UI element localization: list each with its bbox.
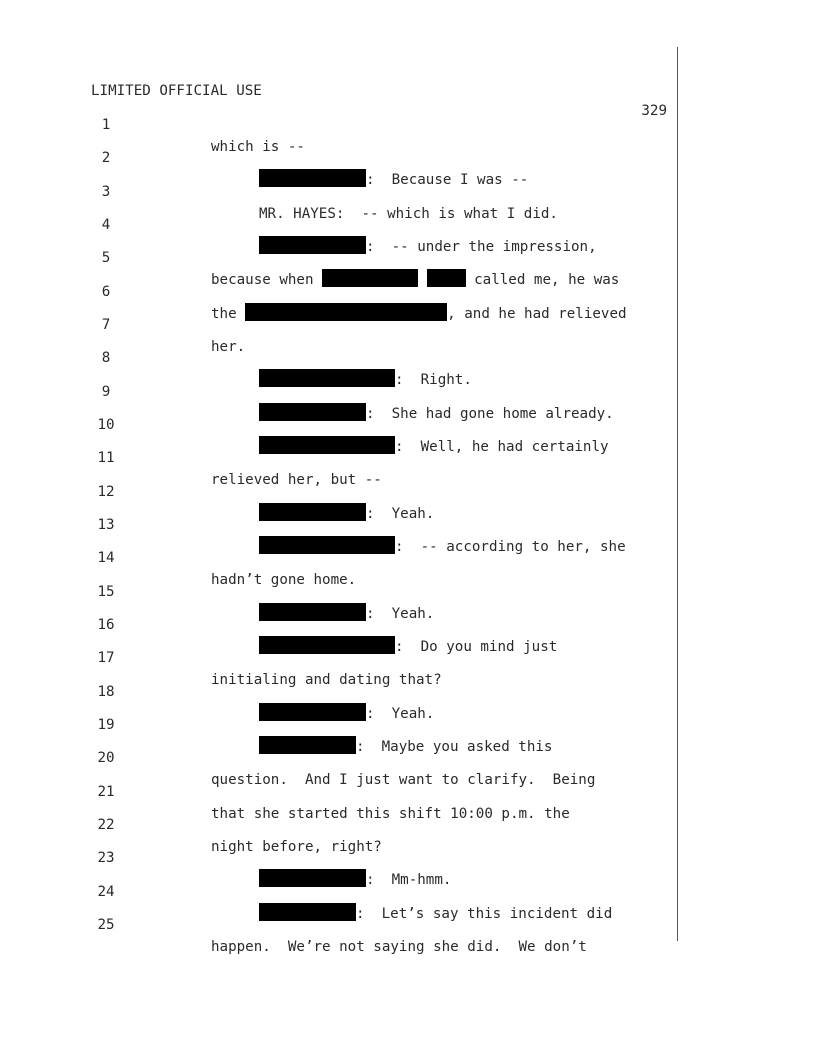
line-text-segment: happen. We’re not saying she did. We don’t <box>211 939 587 955</box>
line-text-segment: : Let’s say this incident did <box>356 906 613 922</box>
page-number: 329 <box>641 103 667 119</box>
line-text-segment: night before, right? <box>211 839 382 855</box>
line-text-segment: called me, he was <box>465 272 620 288</box>
line-text-segment: : -- according to her, she <box>395 539 626 555</box>
transcript-line <box>0 692 676 755</box>
line-number: 20 <box>97 750 115 766</box>
transcript-line <box>0 892 676 955</box>
transcript-line <box>0 325 676 388</box>
transcript-line <box>0 592 676 655</box>
transcript-line <box>0 425 676 488</box>
transcript-line <box>0 492 676 555</box>
line-number: 24 <box>97 884 115 900</box>
line-number: 15 <box>97 584 115 600</box>
line-text-segment: : Yeah. <box>366 706 435 722</box>
line-number: 4 <box>101 217 111 233</box>
line-text-segment: hadn’t gone home. <box>211 572 357 588</box>
line-text-segment: that she started this shift 10:00 p.m. the <box>211 806 570 822</box>
line-text-segment: : Maybe you asked this <box>356 739 553 755</box>
transcript-line <box>0 159 676 222</box>
line-text-segment: the <box>211 306 246 322</box>
line-text <box>211 936 587 958</box>
line-text-segment: her. <box>211 339 246 355</box>
line-number: 13 <box>97 517 115 533</box>
line-text-segment: because when <box>211 272 323 288</box>
transcript-line <box>0 359 676 422</box>
transcript-line <box>0 759 676 822</box>
line-text-segment: : Yeah. <box>366 506 435 522</box>
line-number: 19 <box>97 717 115 733</box>
page-header <box>91 61 667 119</box>
transcript-line <box>0 559 676 622</box>
line-text-segment: : Yeah. <box>366 606 435 622</box>
line-text-segment: which is -- <box>211 139 305 155</box>
line-number: 5 <box>101 250 111 266</box>
line-number: 22 <box>97 817 115 833</box>
line-text-segment: : She had gone home already. <box>366 406 614 422</box>
transcript-line <box>0 625 676 688</box>
line-text-segment: MR. HAYES: -- which is what I did. <box>259 206 558 222</box>
transcript-line <box>0 725 676 788</box>
transcript-line <box>0 392 676 455</box>
transcript-line <box>0 225 676 288</box>
line-number: 7 <box>101 317 111 333</box>
transcript-line <box>0 792 676 855</box>
line-text-segment: : Mm-hmm. <box>366 872 452 888</box>
transcript-line <box>0 525 676 588</box>
line-text-segment: : -- under the impression, <box>366 239 597 255</box>
line-number: 16 <box>97 617 115 633</box>
transcript-line <box>0 659 676 722</box>
line-number: 8 <box>101 350 111 366</box>
line-text-segment: , and he had relieved <box>447 306 627 322</box>
classification-marking: LIMITED OFFICIAL USE <box>91 83 262 99</box>
line-number: 6 <box>101 284 111 300</box>
line-text-segment: : Do you mind just <box>395 639 558 655</box>
line-text-segment: initialing and dating that? <box>211 672 442 688</box>
line-number: 23 <box>97 850 115 866</box>
transcript-line <box>0 825 676 888</box>
line-text-segment: question. And I just want to clarify. Being <box>211 772 596 788</box>
line-number: 3 <box>101 184 111 200</box>
transcript-line <box>0 125 676 188</box>
line-number: 18 <box>97 684 115 700</box>
transcript-line <box>0 459 676 522</box>
line-text-segment: : Well, he had certainly <box>395 439 609 455</box>
transcript-line <box>0 859 676 922</box>
line-number: 11 <box>97 450 115 466</box>
line-text-segment: relieved her, but -- <box>211 472 382 488</box>
line-text-segment: : Right. <box>395 372 472 388</box>
line-number: 25 <box>97 917 115 933</box>
line-number: 14 <box>97 550 115 566</box>
right-margin-rule <box>677 47 678 941</box>
transcript-line <box>0 92 676 155</box>
line-number: 2 <box>101 150 111 166</box>
transcript-line <box>0 192 676 255</box>
line-text-segment: : Because I was -- <box>366 172 529 188</box>
line-number: 9 <box>101 384 111 400</box>
line-number: 17 <box>97 650 115 666</box>
line-number: 12 <box>97 484 115 500</box>
transcript-line <box>0 292 676 355</box>
line-number: 1 <box>101 117 111 133</box>
line-number: 10 <box>97 417 115 433</box>
transcript-line <box>0 259 676 322</box>
line-number: 21 <box>97 784 115 800</box>
